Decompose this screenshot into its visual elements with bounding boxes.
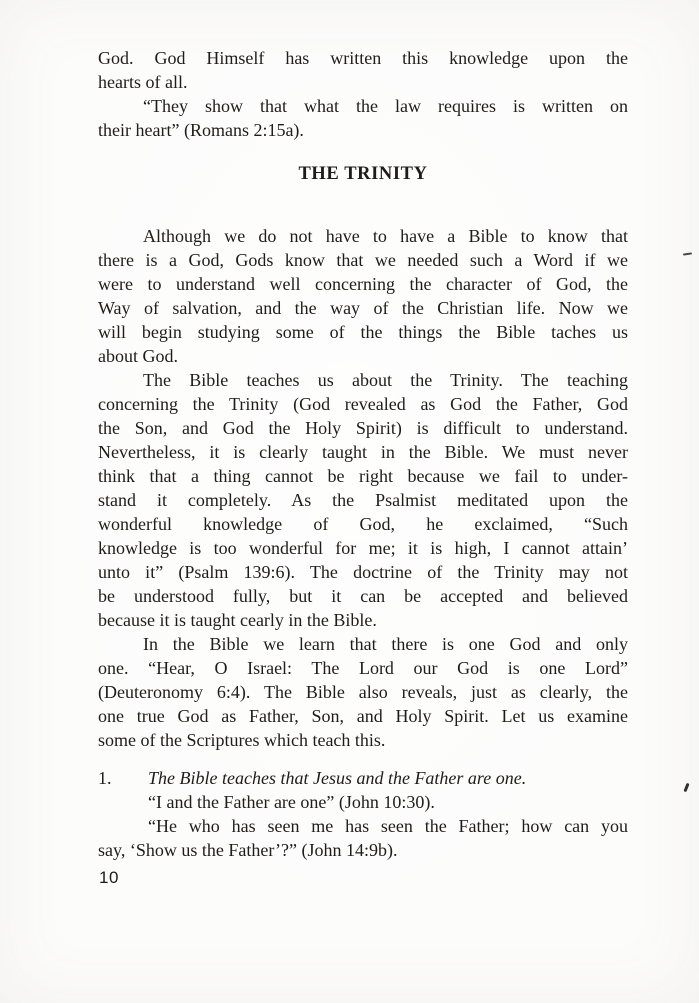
text-line: stand it completely. As the Psalmist meditated upon the xyxy=(98,490,628,510)
paragraph-romans-quote xyxy=(98,94,628,142)
page-text-column xyxy=(98,46,628,862)
margin-dash-mark xyxy=(683,252,692,255)
text-line: knowledge is too wonderful for me; it is high, I cannot attain’ xyxy=(98,538,628,558)
text-line: will begin studying some of the things the Bible taches us xyxy=(98,322,628,342)
margin-tick-mark xyxy=(683,783,689,792)
text-line: concerning the Trinity (God revealed as God the Father, God xyxy=(98,394,628,414)
paragraph-one-god xyxy=(98,632,628,752)
text-line: Although we do not have to have a Bible to know that xyxy=(143,226,628,246)
item-title: The Bible teaches that Jesus and the Father are one. xyxy=(148,768,527,788)
text-line: be understood fully, but it can be accepted and believed xyxy=(98,586,628,606)
text-line: In the Bible we learn that there is one God and only xyxy=(143,634,628,654)
text-line: some of the Scriptures which teach this. xyxy=(98,730,386,750)
text-line: were to understand well concerning the character of God, the xyxy=(98,274,628,294)
text-line: about God. xyxy=(98,346,178,366)
text-line: one true God as Father, Son, and Holy Spirit. Let us examine xyxy=(98,706,628,726)
text-line: Way of salvation, and the way of the Christian life. Now we xyxy=(98,298,628,318)
section-heading: THE TRINITY xyxy=(298,164,428,184)
text-line: there is a God, Gods know that we needed such a Word if we xyxy=(98,250,628,270)
text-line: hearts of all. xyxy=(98,72,188,92)
text-line: the Son, and God the Holy Spirit) is difficult to understand. xyxy=(98,418,628,438)
text-line: say, ‘Show us the Father’?” (John 14:9b). xyxy=(98,840,398,860)
text-line: “They show that what the law requires is written on xyxy=(143,96,628,116)
quote-john-14-9 xyxy=(98,814,628,862)
text-line: God. God Himself has written this knowledge upon the xyxy=(98,48,628,68)
paragraph-continuation xyxy=(98,46,628,94)
numbered-item-1 xyxy=(98,766,628,862)
text-line: (Deuteronomy 6:4). The Bible also reveals, just as clearly, the xyxy=(98,682,628,702)
quote-john-10-30 xyxy=(98,790,628,814)
text-line: The Bible teaches us about the Trinity. The teaching xyxy=(143,370,628,390)
paragraph-although xyxy=(98,224,628,368)
text-line: because it is taught cearly in the Bible. xyxy=(98,610,377,630)
numbered-item-heading xyxy=(98,766,628,790)
text-line: “I and the Father are one” (John 10:30). xyxy=(148,792,435,812)
text-line: Nevertheless, it is clearly taught in the Bible. We must never xyxy=(98,442,628,462)
page-number: 10 xyxy=(99,868,119,887)
text-line: unto it” (Psalm 139:6). The doctrine of the Trinity may not xyxy=(98,562,628,582)
text-line: “He who has seen me has seen the Father; how can you xyxy=(148,816,628,836)
item-number: 1. xyxy=(98,768,112,788)
paragraph-trinity-teaching xyxy=(98,368,628,632)
text-line: one. “Hear, O Israel: The Lord our God is one Lord” xyxy=(98,658,628,678)
text-line: think that a thing cannot be right because we fail to under- xyxy=(98,466,628,486)
text-line: their heart” (Romans 2:15a). xyxy=(98,120,304,140)
text-line: wonderful knowledge of God, he exclaimed, “Such xyxy=(98,514,628,534)
